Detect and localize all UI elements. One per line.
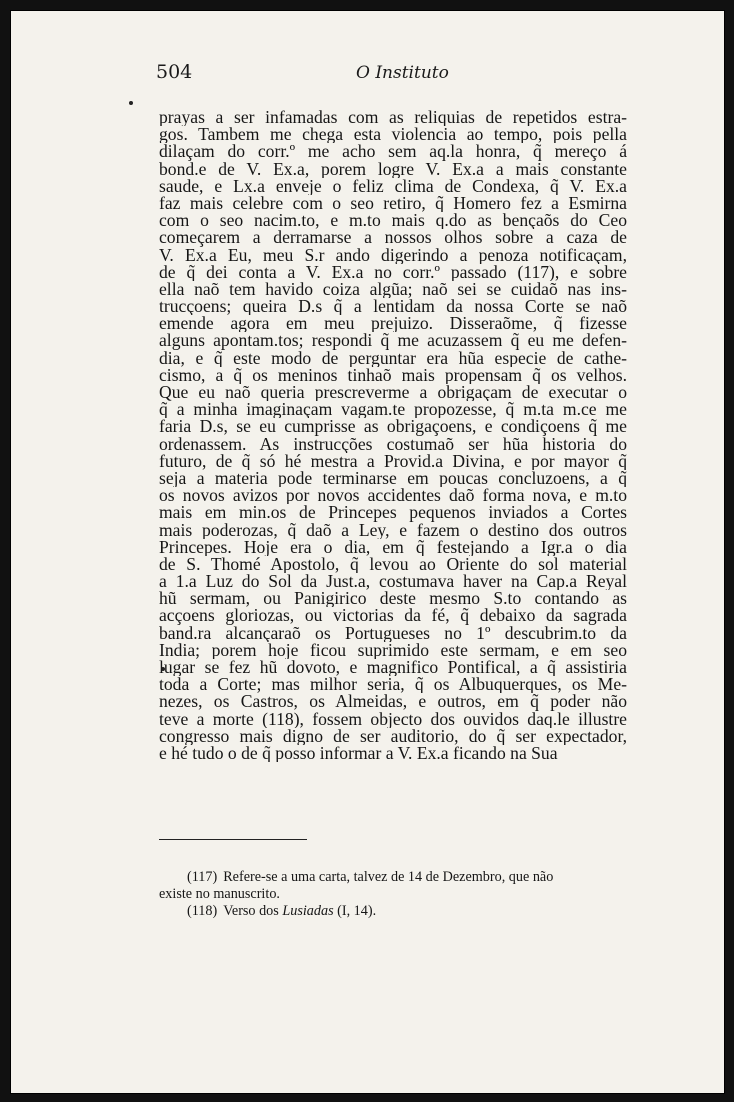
text-line: dia, e q̃ este modo de perguntar era hũa especie de cathe- — [159, 349, 627, 367]
text-line: de q̃ dei conta a V. Ex.a no corr.º passado (117), e sobre — [159, 263, 627, 281]
footnote-number: (117) — [187, 869, 218, 885]
text-line: mais poderozas, q̃ daõ a Ley, e fazem o destino dos outros — [159, 521, 627, 539]
running-title: O Instituto — [356, 63, 449, 83]
text-line: bond.e de V. Ex.a, porem logre V. Ex.a a mais constante — [159, 160, 627, 178]
text-line: hũ sermam, ou Panigirico deste mesmo S.to contando as — [159, 590, 627, 608]
text-line: acçoens gloriozas, ou victorias da fé, q̃ debaixo da sagrada — [159, 607, 627, 625]
footnote-text: Refere-se a uma carta, talvez de 14 de Dezembro, que não — [223, 869, 554, 885]
text-line: emende agora em meu prejuizo. Disseraõme, q̃ fizesse — [159, 315, 627, 333]
text-line: congresso mais digno de ser auditorio, do q̃ ser expectador, — [159, 727, 627, 745]
text-line: prayas a ser infamadas com as reliquias de repetidos estra- — [159, 109, 627, 127]
text-line: ordenassem. As instrucções costumaõ ser hũa historia do — [159, 435, 627, 453]
text-line: gos. Tambem me chega esta violencia ao tempo, pois pella — [159, 126, 627, 144]
book-page — [10, 10, 725, 1094]
text-line: faria D.s, se eu cumprisse as obrigaçoens, e condiçoens q̃ me — [159, 418, 627, 436]
text-line: dilaçam do corr.º me acho sem aq.la honra, q̃ mereço á — [159, 143, 627, 161]
text-line: os novos avizos por novos accidentes daõ forma nova, e m.to — [159, 487, 627, 505]
footnote-italic-title: Lusiadas — [282, 903, 334, 919]
text-line: faz mais celebre com o seo retiro, q̃ Homero fez a Esmirna — [159, 194, 627, 213]
page-header — [156, 61, 656, 91]
margin-mark — [129, 101, 133, 105]
footnote-text: (I, 14). — [337, 903, 377, 919]
letter-body-text — [159, 109, 627, 762]
footnote-number: (118) — [187, 903, 218, 919]
text-line: band.ra alcançaraõ os Portugueses no 1º descubrim.to da — [159, 624, 627, 642]
text-line: toda a Corte; mas milhor seria, q̃ os Albuquerques, os Me- — [159, 676, 627, 694]
text-line: q̃ a minha imaginaçam vagam.te propozesse, q̃ m.ta m.ce me — [159, 401, 627, 419]
footnotes — [159, 869, 629, 920]
text-line: saude, e Lx.a enveje o feliz clima de Condexa, q̃ V. Ex.a — [159, 177, 627, 195]
text-line: Princepes. Hoje era o dia, em q̃ festejando a Igr.a o dia — [159, 538, 627, 556]
text-line: de S. Thomé Apostolo, q̃ levou ao Oriente do sol material — [159, 555, 627, 574]
text-line: ella naõ tem havido coiza algũa; naõ sei se cuidaõ nas ins- — [159, 280, 627, 299]
text-line: começarem a derramarse a nossos olhos sobre a caza de — [159, 229, 627, 247]
text-line: India; porem hoje ficou suprimido este sermam, e em seo — [159, 641, 627, 659]
footnote-text: existe no manuscrito. — [159, 886, 280, 902]
text-line: futuro, de q̃ só hé mestra a Provid.a Divina, e por mayor q̃ — [159, 452, 627, 470]
text-line: cismo, a q̃ os meninos tinhaõ mais propensam q̃ os velhos. — [159, 366, 627, 384]
text-line: lugar se fez hũ dovoto, e magnifico Pontifical, a q̃ assistiria — [159, 659, 627, 677]
text-line: com o seo nacim.to, e m.to mais q.do as bençaõs do Ceo — [159, 212, 627, 230]
page-number: 504 — [156, 61, 193, 83]
text-line: trucçoens; queira D.s q̃ a lentidam da nossa Corte se naõ — [159, 298, 627, 316]
text-line: teve a morte (118), fossem objecto dos ouvidos daq.le illustre — [159, 710, 627, 728]
text-line: V. Ex.a Eu, meu S.r ando digerindo a penoza notificaçam, — [159, 246, 627, 264]
text-line: seja a materia pode terminarse em poucas concluzoens, a q̃ — [159, 469, 627, 488]
text-line: Que eu naõ queria prescreverme a obrigaçam de executar o — [159, 384, 627, 402]
footnote-118 — [159, 903, 629, 920]
text-line: mais em min.os de Princepes pequenos inviados a Cortes — [159, 504, 627, 522]
footnote-rule — [159, 839, 307, 840]
footnote-117 — [159, 869, 629, 886]
text-line: e hé tudo o de q̃ posso informar a V. Ex.a ficando na Sua — [159, 744, 558, 763]
text-line: nezes, os Castros, os Almeidas, e outros, em q̃ poder não — [159, 693, 627, 711]
footnote-text: Verso dos — [223, 903, 279, 919]
text-line: a 1.a Luz do Sol da Just.a, costumava haver na Cap.a Reyal — [159, 573, 627, 591]
text-line: alguns apontam.tos; respondi q̃ me acuzassem q̃ eu me defen- — [159, 332, 627, 350]
footnote-117-continuation — [159, 886, 629, 903]
